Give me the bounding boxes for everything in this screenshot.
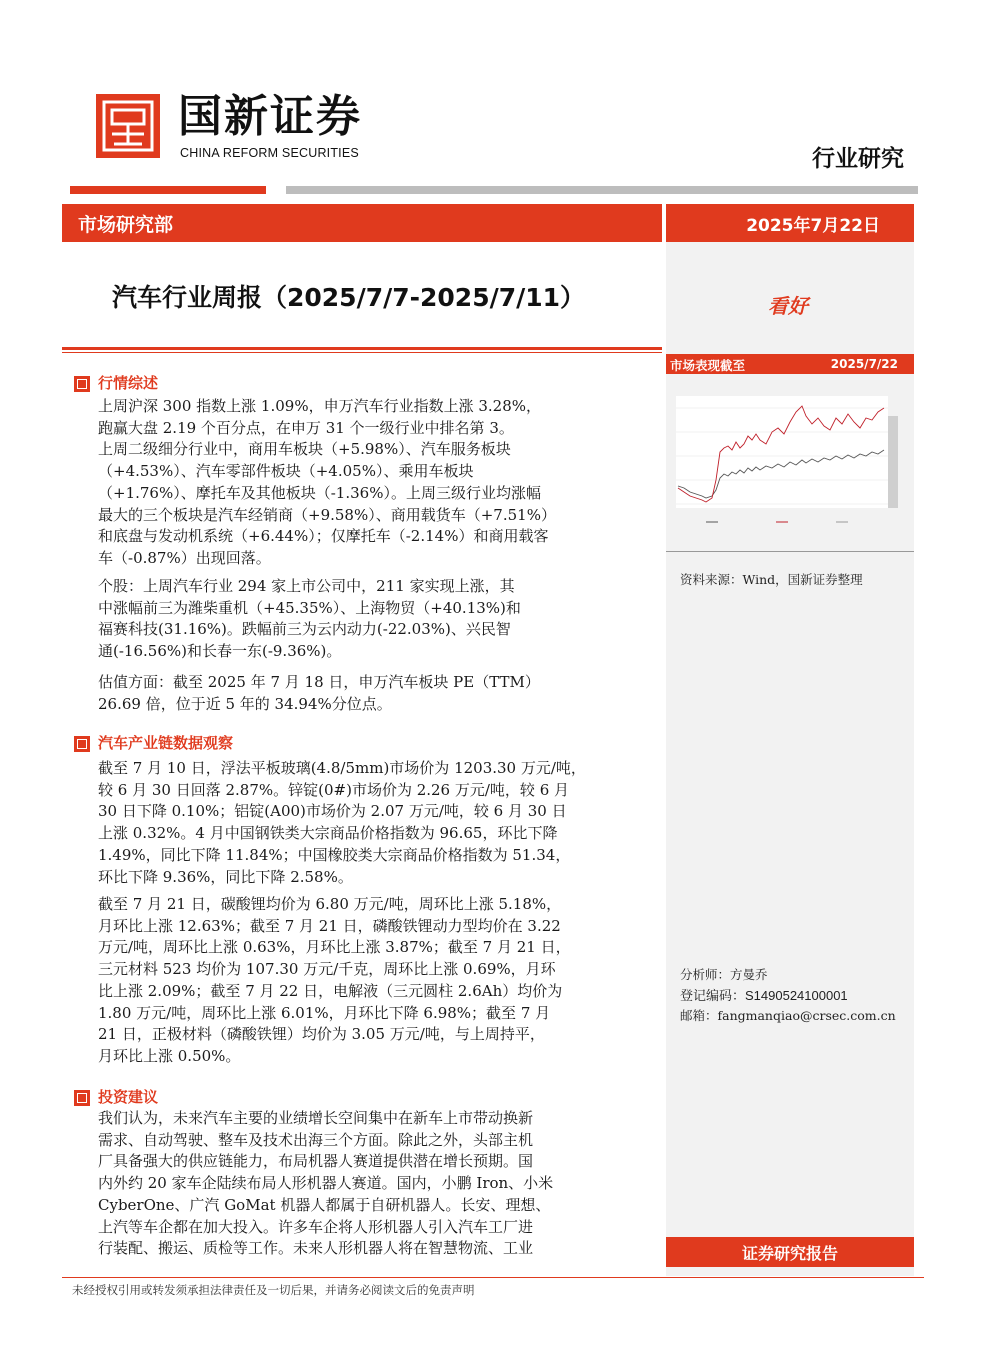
report-date: 2025年7月22日 [746, 216, 880, 236]
paragraph-line: 车（-0.87%）出现回落。 [98, 548, 271, 567]
paragraph-line: 1.80 万元/吨，周环比上涨 6.01%，月环比下降 6.98%；截至 7 月 [98, 1003, 551, 1022]
title-rule [62, 347, 662, 350]
paragraph-line: 万元/吨，周环比上涨 0.63%，月环比上涨 3.87%；截至 7 月 21 日， [98, 938, 571, 957]
department-label: 市场研究部 [78, 214, 174, 236]
section-marker-icon [74, 1090, 90, 1106]
paragraph-line: 通(-16.56%)和长春一东(-9.36%)。 [98, 642, 342, 661]
chart-plot-area [676, 396, 888, 508]
paragraph-battery [98, 894, 654, 1068]
paragraph-line: 上涨 0.32%。4 月中国钢铁类大宗商品价格指数为 96.65，环比下降 [98, 824, 558, 843]
paragraph-line: 较 6 月 30 日回落 2.87%。锌锭(0#)市场价为 2.26 万元/吨，较 6 月 [98, 780, 570, 799]
analyst-registration: 登记编码：S1490524100001 [680, 988, 848, 1003]
chart-volume-bars [888, 416, 898, 508]
logo-wordmark-en: CHINA REFORM SECURITIES [180, 146, 359, 160]
paragraph-line: 1.49%，同比下降 11.84%；中国橡胶类大宗商品价格指数为 51.34， [98, 845, 571, 864]
paragraph-line: 跑赢大盘 2.19 个百分点，在申万 31 个一级行业中排名第 3。 [98, 418, 514, 437]
paragraph-line: 内外约 20 家车企陆续布局人形机器人赛道。国内，小鹏 Iron、小米 [98, 1174, 554, 1193]
market-performance-chart [666, 388, 914, 538]
footer-rule [62, 1277, 924, 1278]
paragraph-line: 三元材料 523 均价为 107.30 万元/千克，周环比上涨 0.69%，月环 [98, 960, 556, 979]
logo-seal-icon [96, 94, 160, 158]
header-bar-gray [286, 186, 918, 194]
logo-mark [96, 94, 160, 158]
paragraph-line: 上汽等车企都在加大投入。许多车企将人形机器人引入汽车工厂进 [98, 1217, 534, 1236]
section-marker-icon [74, 376, 90, 392]
paragraph-market-overview [98, 396, 654, 570]
analyst-email: 邮箱：fangmanqiao@crsec.com.cn [680, 1008, 896, 1023]
paragraph-line: 截至 7 月 21 日，碳酸锂均价为 6.80 万元/吨，周环比上涨 5.18%， [98, 895, 562, 913]
paragraph-line: 环比下降 9.36%，同比下降 2.58%。 [98, 867, 353, 886]
chart-source: 资料来源：Wind，国新证券整理 [680, 572, 863, 587]
paragraph-line: 个股：上周汽车行业 294 家上市公司中，211 家实现上涨，其 [98, 577, 515, 595]
section-title-market: 行情综述 [98, 374, 159, 392]
paragraph-line: 截至 7 月 10 日，浮法平板玻璃(4.8/5mm)市场价为 1203.30 万元/吨， [98, 759, 586, 777]
logo-wordmark-cn: 国新证券 [178, 91, 362, 142]
chart-header-date: 2025/7/22 [830, 357, 898, 371]
paragraph-line: 上周沪深 300 指数上涨 1.09%，申万汽车行业指数上涨 3.28%， [98, 397, 542, 415]
title-rule-thin [62, 352, 662, 353]
paragraph-line: 中涨幅前三为潍柴重机（+45.35%）、上海物贸（+40.13%)和 [98, 598, 521, 617]
analyst-name: 分析师：方曼乔 [680, 967, 768, 982]
paragraph-line: 上周二级细分行业中，商用车板块（+5.98%）、汽车服务板块 [98, 440, 511, 459]
report-type-label: 证券研究报告 [741, 1244, 838, 1263]
paragraph-line: （+4.53%）、汽车零部件板块（+4.05%）、乘用车板块 [98, 462, 474, 481]
paragraph-line: 估值方面：截至 2025 年 7 月 18 日，申万汽车板块 PE（TTM） [98, 673, 540, 691]
paragraph-valuation [98, 672, 654, 715]
section-marker-icon [74, 736, 90, 752]
header-bar-red [70, 186, 266, 194]
paragraph-line: 月环比上涨 12.63%；截至 7 月 21 日，磷酸铁锂动力型均价在 3.22 [98, 916, 561, 935]
paragraph-line: 30 日下降 0.10%；铝锭(A00)市场价为 2.07 万元/吨，较 6 月 30 日 [98, 802, 567, 821]
paragraph-materials [98, 758, 654, 888]
paragraph-line: 需求、自动驾驶、整车及技术出海三个方面。除此之外，头部主机 [98, 1130, 534, 1149]
section-title-chain: 汽车产业链数据观察 [98, 734, 234, 752]
paragraph-line: 最大的三个板块是汽车经销商（+9.58%）、商用载货车（+7.51%） [98, 505, 556, 524]
paragraph-line: 行装配、搬运、质检等工作。未来人形机器人将在智慧物流、工业 [98, 1239, 534, 1258]
paragraph-line: 福赛科技(31.16%)。跌幅前三为云内动力(-22.03%)、兴民智 [98, 620, 511, 639]
paragraph-line: 26.69 倍，位于近 5 年的 34.94%分位点。 [98, 694, 392, 713]
document-type: 行业研究 [812, 145, 904, 172]
paragraph-line: 比上涨 2.09%；截至 7 月 22 日，电解液（三元圆柱 2.6Ah）均价为 [98, 981, 563, 1000]
paragraph-investment [98, 1108, 654, 1260]
chart-rule [666, 551, 914, 552]
paragraph-line: 和底盘与发动机系统（+6.44%）；仅摩托车（-2.14%）和商用载客 [98, 527, 549, 546]
paragraph-line: 月环比上涨 0.50%。 [98, 1046, 241, 1065]
chart-header-label: 市场表现截至 [670, 358, 746, 373]
paragraph-line: 我们认为，未来汽车主要的业绩增长空间集中在新车上市带动换新 [98, 1109, 534, 1127]
paragraph-line: （+1.76%）、摩托车及其他板块（-1.36%）。上周三级行业均涨幅 [98, 483, 541, 502]
paragraph-line: 21 日，正极材料（磷酸铁锂）均价为 3.05 万元/吨，与上周持平， [98, 1025, 545, 1044]
paragraph-line: CyberOne、广汽 GoMat 机器人都属于自研机器人。长安、理想、 [98, 1195, 551, 1214]
report-title: 汽车行业周报（2025/7/7-2025/7/11） [112, 283, 586, 312]
section-title-investment: 投资建议 [98, 1088, 159, 1106]
disclaimer: 未经授权引用或转发须承担法律责任及一切后果，并请务必阅读文后的免责声明 [72, 1283, 475, 1297]
paragraph-stocks [98, 576, 654, 663]
rating-label: 看好 [768, 294, 808, 318]
paragraph-line: 厂具备强大的供应链能力，布局机器人赛道提供潜在增长预期。国 [98, 1152, 534, 1171]
